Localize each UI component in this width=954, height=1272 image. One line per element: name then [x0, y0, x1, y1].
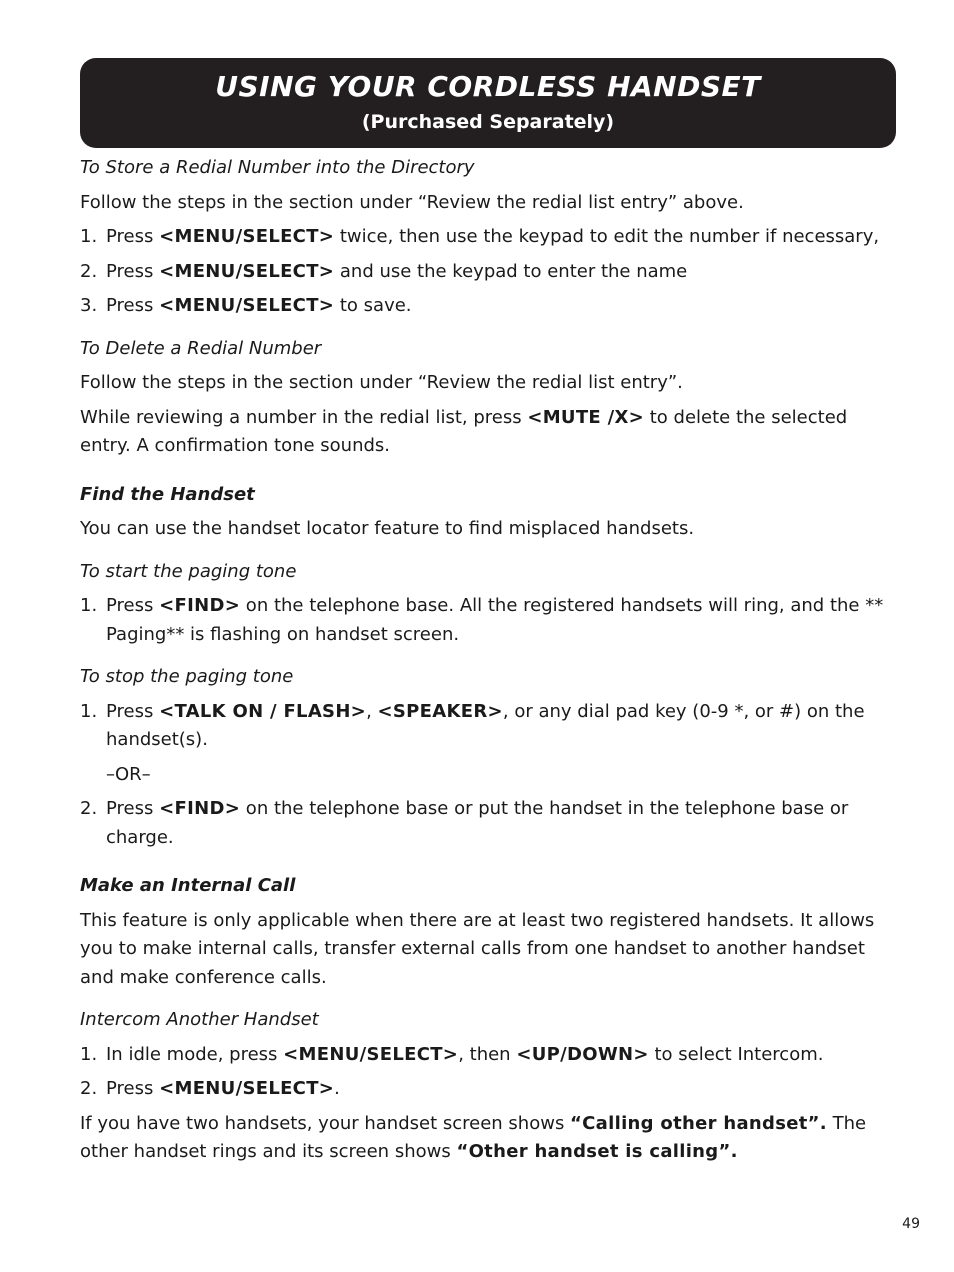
page-subtitle: (Purchased Separately)	[361, 111, 615, 133]
key-label: <MENU/SELECT>	[159, 226, 335, 247]
step-number: 1.	[80, 700, 98, 722]
page-number: 49	[902, 1216, 920, 1232]
step-text	[106, 592, 898, 649]
text-post: to delete the selected entry. A confirmation tone sounds.	[80, 406, 848, 456]
delete-redial-heading: To Delete a Redial Number	[80, 337, 322, 359]
store-redial-heading: To Store a Redial Number into the Directory	[80, 157, 475, 178]
step-text	[106, 1075, 898, 1104]
step-number: 1.	[80, 226, 98, 247]
intercom-result-text	[80, 1110, 898, 1167]
step-text-post: on the telephone base or put the handset in the telephone base or charge.	[106, 798, 849, 848]
step-text-mid: ,	[366, 700, 378, 722]
key-label: <FIND>	[159, 798, 241, 819]
step-text-pre: Press	[106, 700, 160, 722]
key-label: <MENU/SELECT>	[283, 1043, 459, 1065]
step-text	[106, 258, 898, 287]
step-text-pre: In idle mode, press	[106, 1043, 284, 1065]
document-body	[80, 154, 898, 1167]
internal-call-intro: This feature is only applicable when there are at least two registered handsets. It allows you to make internal calls, transfer external calls from one handset to another handset and make conference calls.	[80, 909, 875, 988]
text-pre: If you have two handsets, your handset screen shows	[80, 1112, 571, 1134]
key-label: <TALK ON / FLASH>	[159, 700, 367, 722]
step-text-post: and use the keypad to enter the name	[334, 260, 688, 282]
find-handset-intro: You can use the handset locator feature to find misplaced handsets.	[80, 518, 695, 539]
store-step-3	[80, 292, 898, 321]
step-text-mid: , then	[458, 1043, 517, 1065]
text-mid: The other handset rings and its screen shows	[80, 1112, 867, 1162]
step-text-pre: Press	[106, 1078, 160, 1099]
step-text-post: to select Intercom.	[648, 1043, 824, 1065]
start-paging-step-1	[80, 592, 898, 649]
page-title: USING YOUR CORDLESS HANDSET	[215, 70, 761, 103]
key-label: <MENU/SELECT>	[159, 295, 335, 316]
key-label: <UP/DOWN>	[516, 1043, 649, 1065]
key-label: <FIND>	[159, 595, 241, 616]
store-step-2	[80, 258, 898, 287]
screen-message: “Calling other handset”.	[570, 1112, 827, 1134]
or-separator: –OR–	[106, 763, 151, 785]
text-pre: While reviewing a number in the redial list, press	[80, 406, 528, 428]
key-label: <MENU/SELECT>	[159, 260, 335, 282]
step-text-post: to save.	[334, 295, 412, 316]
step-number: 2.	[80, 1078, 98, 1099]
step-number: 2.	[80, 260, 98, 282]
step-text-post: twice, then use the keypad to edit the number if necessary,	[334, 226, 880, 247]
intercom-step-2	[80, 1075, 898, 1104]
step-text	[106, 698, 898, 755]
store-redial-intro: Follow the steps in the section under “Review the redial list entry” above.	[80, 191, 744, 213]
intercom-heading: Intercom Another Handset	[80, 1009, 319, 1030]
internal-call-heading: Make an Internal Call	[80, 875, 296, 896]
step-text-pre: Press	[106, 260, 160, 282]
delete-redial-instruction	[80, 404, 898, 461]
step-text-post: on the telephone base. All the registered handsets will ring, and the ** Paging** is flashing on handset screen.	[106, 595, 884, 645]
step-number: 2.	[80, 798, 98, 819]
find-handset-heading: Find the Handset	[80, 483, 255, 505]
intercom-step-1	[80, 1041, 898, 1070]
stop-paging-step-1	[80, 698, 898, 755]
stop-paging-heading: To stop the paging tone	[80, 666, 294, 687]
step-text-pre: Press	[106, 595, 160, 616]
step-text	[106, 1041, 898, 1070]
stop-paging-step-2	[80, 795, 898, 852]
screen-message: “Other handset is calling”.	[456, 1141, 738, 1162]
key-label: <MUTE /X>	[527, 406, 645, 428]
start-paging-heading: To start the paging tone	[80, 560, 297, 582]
step-text-post: .	[334, 1078, 340, 1099]
store-step-1	[80, 223, 898, 252]
key-label: <SPEAKER>	[377, 700, 503, 722]
step-number: 1.	[80, 595, 98, 616]
step-number: 3.	[80, 295, 98, 316]
step-text	[106, 223, 898, 252]
step-text-pre: Press	[106, 798, 160, 819]
step-text	[106, 795, 898, 852]
step-text-pre: Press	[106, 295, 160, 316]
step-text-post: , or any dial pad key (0-9 *, or #) on the handset(s).	[106, 700, 865, 750]
delete-redial-intro: Follow the steps in the section under “Review the redial list entry”.	[80, 372, 683, 393]
step-text	[106, 292, 898, 321]
step-text-pre: Press	[106, 226, 160, 247]
step-number: 1.	[80, 1043, 98, 1065]
key-label: <MENU/SELECT>	[159, 1078, 335, 1099]
section-banner	[80, 58, 896, 148]
